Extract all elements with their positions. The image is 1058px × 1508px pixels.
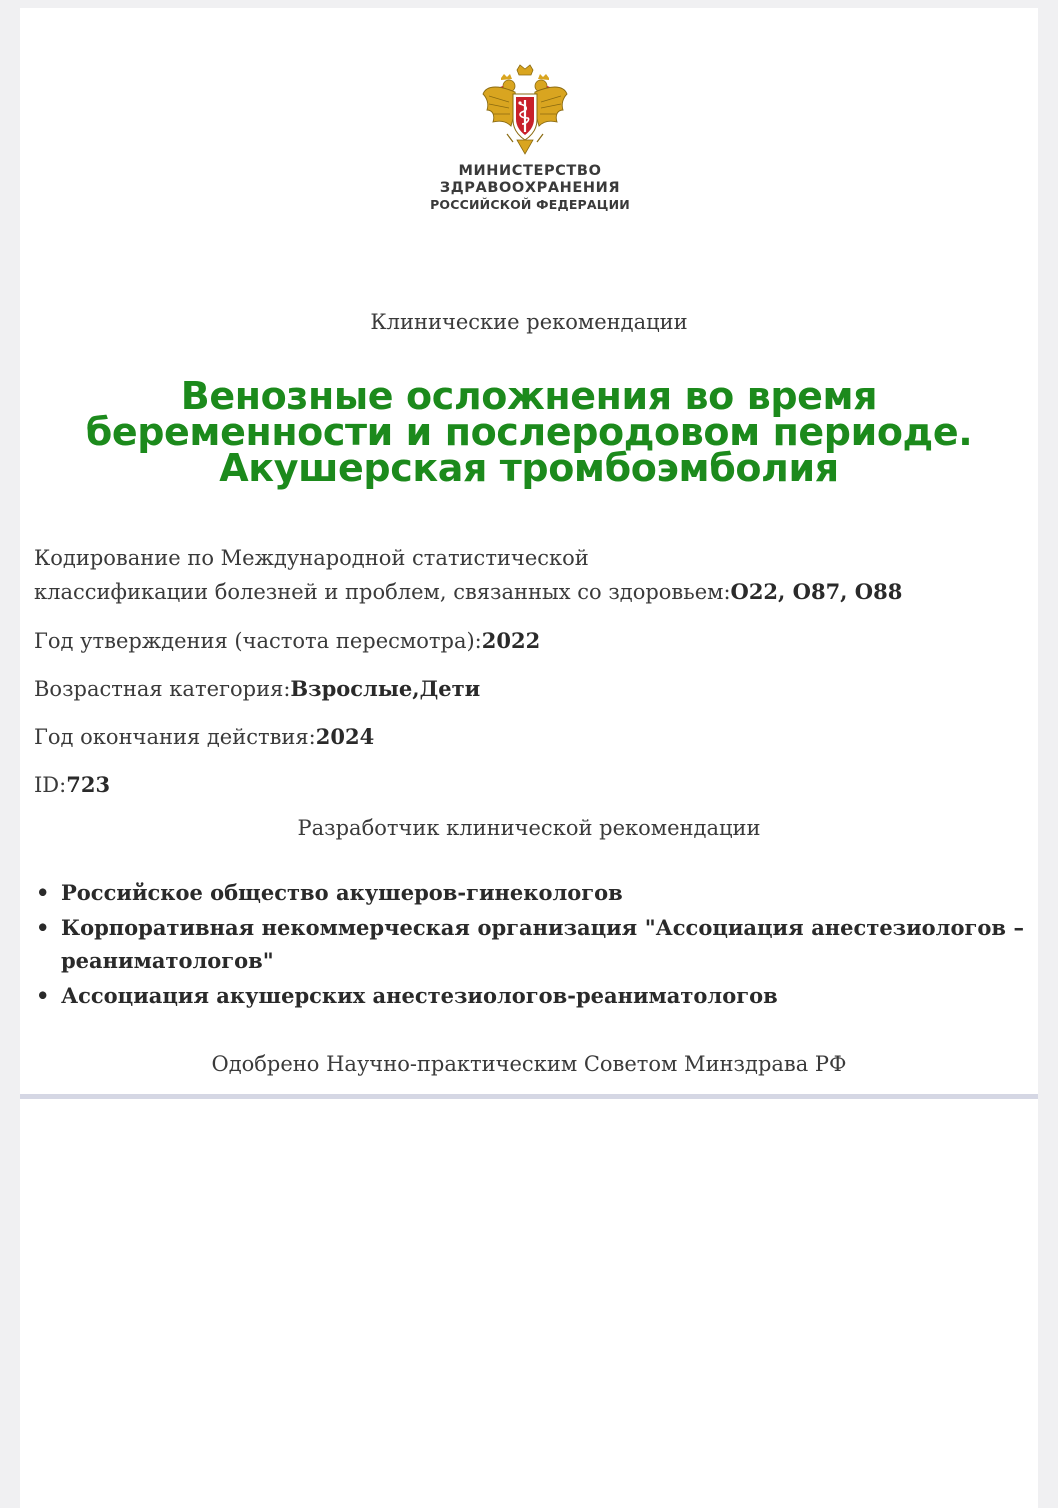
id-row: [34, 768, 1024, 802]
double-headed-eagle-emblem-icon: [479, 64, 571, 156]
title-line-3: Акушерская тромбоэмболия: [219, 446, 839, 490]
logo-line-2: ЗДРАВООХРАНЕНИЯ: [439, 180, 621, 196]
id-label: ID:: [34, 773, 67, 797]
developers-heading: Разработчик клинической рекомендации: [297, 816, 761, 840]
developer-name: Корпоративная некоммерческая организация "Ассоциация анестезиологов – реаниматологов": [61, 915, 1024, 973]
developer-item: [34, 979, 1024, 1012]
id-value: 723: [66, 772, 111, 797]
icd-label-line-1: Кодирование по Международной статистической: [34, 546, 589, 570]
approval-year-row: [34, 624, 1024, 658]
age-category-value: Взрослые,Дети: [290, 676, 481, 701]
card-divider: [20, 1094, 1038, 1099]
title-line-2: беременности и послеродовом периоде.: [85, 410, 973, 454]
developer-item: [34, 911, 1024, 977]
end-year-row: [34, 720, 1024, 754]
approval-year-label: Год утверждения (частота пересмотра):: [34, 629, 482, 653]
document-title: [50, 374, 1008, 490]
bullet-icon: •: [36, 983, 50, 1008]
approval-year-value: 2022: [481, 628, 541, 653]
ministry-logo-text: [370, 163, 690, 213]
developer-item: [34, 876, 1024, 909]
approval-note: Одобрено Научно-практическим Советом Минздрава РФ: [211, 1052, 847, 1076]
logo-line-3: РОССИЙСКОЙ ФЕДЕРАЦИИ: [430, 197, 630, 212]
bullet-icon: •: [36, 880, 50, 905]
icd-codes-value: O22, O87, O88: [730, 579, 903, 604]
icd-coding-row: [34, 542, 1024, 609]
developers-list: [34, 876, 1024, 1014]
title-line-1: Венозные осложнения во время: [180, 374, 878, 418]
logo-line-1: МИНИСТЕРСТВО: [458, 163, 602, 179]
developer-name: Ассоциация акушерских анестезиологов-реаниматологов: [61, 983, 778, 1008]
bullet-icon: •: [36, 915, 50, 940]
document-card: [20, 8, 1038, 1094]
developer-name: Российское общество акушеров-гинекологов: [61, 880, 623, 905]
age-category-row: [34, 672, 1024, 706]
end-year-value: 2024: [315, 724, 375, 749]
document-page: [20, 8, 1038, 1508]
end-year-label: Год окончания действия:: [34, 725, 316, 749]
document-type: Клинические рекомендации: [370, 310, 688, 334]
age-category-label: Возрастная категория:: [34, 677, 291, 701]
icd-label-line-2: классификации болезней и проблем, связанных со здоровьем:: [34, 580, 731, 604]
icd-label-line-2-wrap: [34, 575, 1024, 609]
